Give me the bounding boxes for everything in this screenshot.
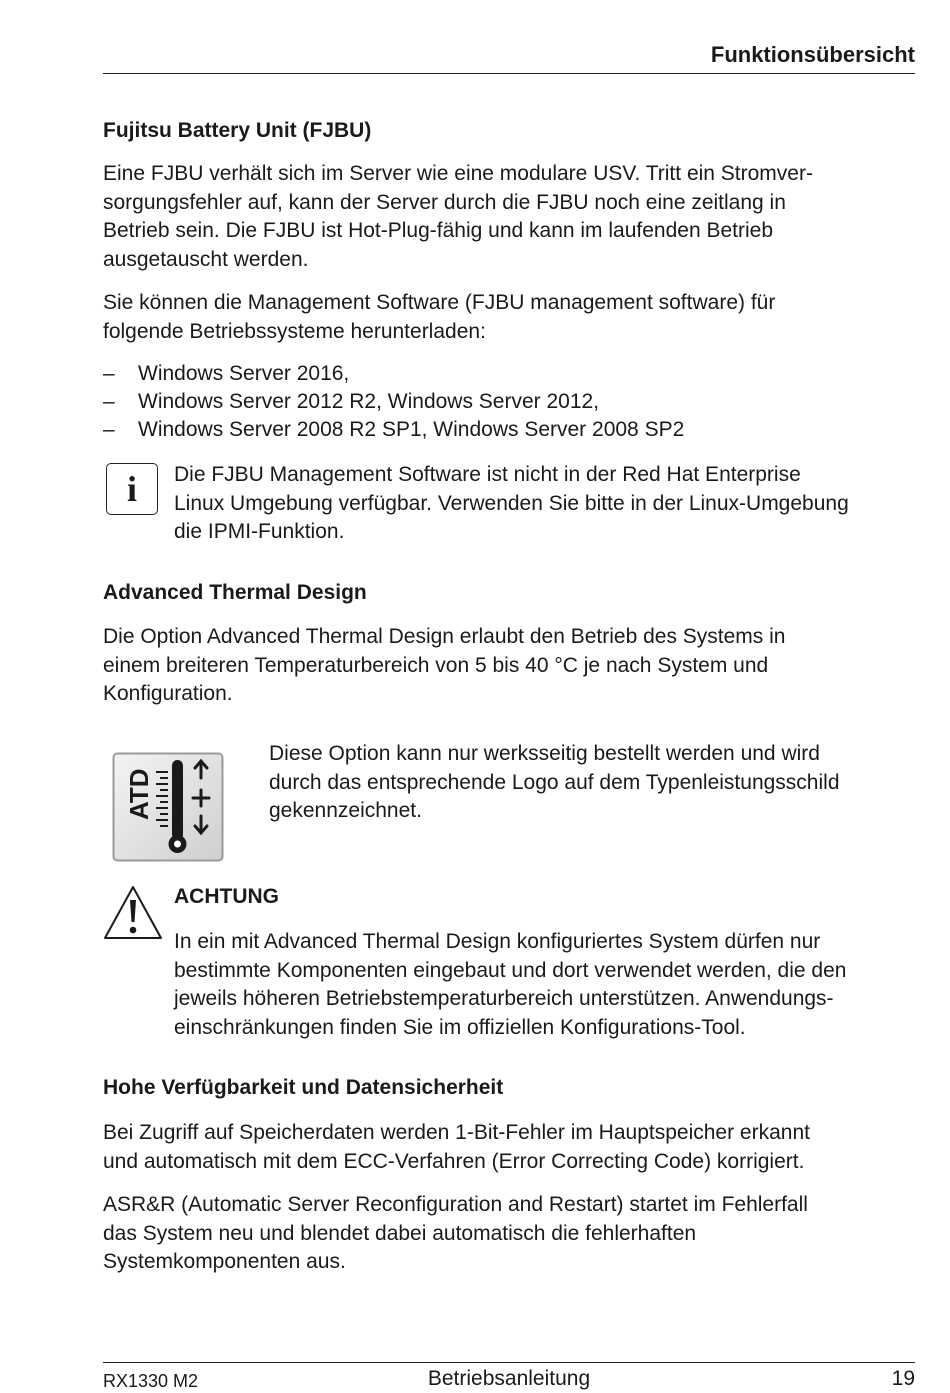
atd-logo-note: Diese Option kann nur werksseitig bestellt werden und wird durch das entsprechende Logo auf dem Typenleistungsschild gekennzeichnet. (269, 742, 840, 822)
info-icon: i (106, 463, 158, 515)
fjbu-paragraph-1: Eine FJBU verhält sich im Server wie eine modulare USV. Tritt ein Stromver- sorgungsfehler auf, kann der Server durch die FJBU noch eine zeitlang in Betrieb sein. Die FJBU ist Hot-Plug-fähig und kann im laufenden Betrieb ausgetauscht werden. (103, 162, 813, 271)
warning-text: In ein mit Advanced Thermal Design konfiguriertes System dürfen nur bestimmte Komponenten eingebaut und dort verwendet werden, die den jeweils höheren Betriebstemperaturbereich unterstützen. Anwendungs- einschränkungen finden Sie im offiziellen Konfigurations-Tool. (174, 930, 847, 1039)
list-item: – Windows Server 2008 R2 SP1, Windows Server 2008 SP2 (103, 418, 685, 441)
atd-logo-icon (112, 752, 224, 862)
section-heading-availability: Hohe Verfügbarkeit und Datensicherheit (103, 1076, 504, 1099)
availability-paragraph-2: ASR&R (Automatic Server Reconfiguration and Restart) startet im Fehlerfall das System neu und blendet dabei automatisch die fehlerhaften Systemkomponenten aus. (103, 1193, 808, 1273)
atd-paragraph: Die Option Advanced Thermal Design erlaubt den Betrieb des Systems in einem breiteren Temperaturbereich von 5 bis 40 °C je nach System und Konfiguration. (103, 625, 786, 705)
svg-text:ATD: ATD (124, 768, 154, 820)
warning-icon (102, 884, 164, 942)
fjbu-paragraph-2: Sie können die Management Software (FJBU management software) für folgende Betriebssysteme herunterladen: (103, 291, 776, 343)
section-heading-fjbu: Fujitsu Battery Unit (FJBU) (103, 119, 372, 142)
page-number: 19 (891, 1367, 915, 1390)
warning-title: ACHTUNG (174, 885, 279, 908)
section-heading-atd: Advanced Thermal Design (103, 581, 367, 604)
footer-document-title: Betriebsanleitung (427, 1367, 591, 1390)
running-header: Funktionsübersicht (710, 42, 915, 67)
footer-model: RX1330 M2 (103, 1371, 199, 1391)
list-item: – Windows Server 2012 R2, Windows Server 2012, (103, 390, 600, 413)
list-item: – Windows Server 2016, (103, 362, 350, 385)
footer-rule (103, 1362, 915, 1363)
availability-paragraph-1: Bei Zugriff auf Speicherdaten werden 1-Bit-Fehler im Hauptspeicher erkannt und automatisch mit dem ECC-Verfahren (Error Correcting Code) korrigiert. (103, 1121, 810, 1173)
info-note: Die FJBU Management Software ist nicht in der Red Hat Enterprise Linux Umgebung verfügbar. Verwenden Sie bitte in der Linux-Umgebung die IPMI-Funktion. (174, 463, 849, 543)
header-rule (103, 73, 915, 74)
